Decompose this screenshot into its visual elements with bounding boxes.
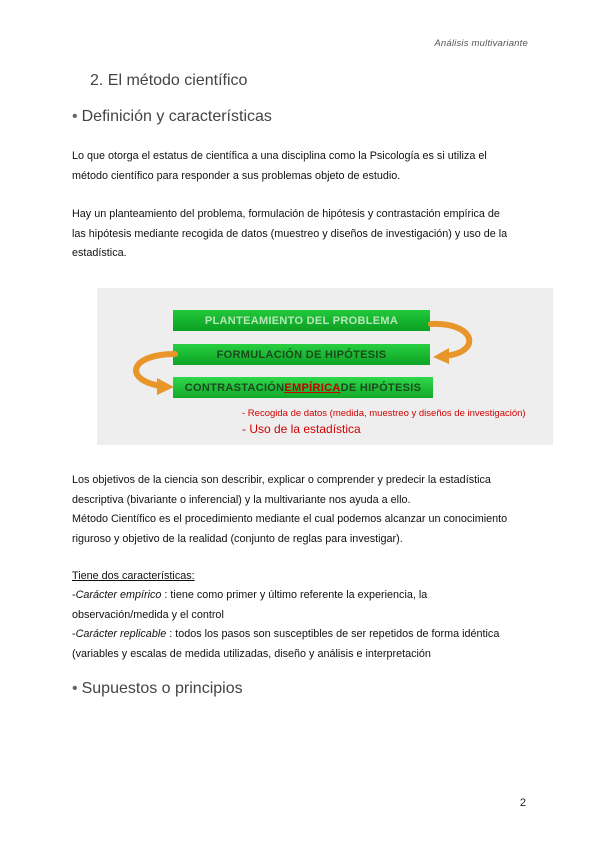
figure-note-data-collection: - Recogida de datos (medida, muestreo y diseños de investigación) [242, 408, 526, 419]
subsection-principles-title: Supuestos o principios [81, 680, 243, 697]
characteristic-line: -Carácter replicable : todos los pasos son susceptibles de ser repetidos de forma idéntica [72, 628, 500, 640]
step-box-contrast-pre: CONTRASTACIÓN [184, 381, 285, 394]
subsection-definition [72, 108, 272, 126]
scientific-method-figure [97, 288, 553, 445]
paragraph-line: método científico para responder a sus problemas objeto de estudio. [72, 169, 401, 182]
characteristics-heading [72, 567, 526, 587]
paragraph-line: descriptiva (bivariante o inferencial) y la multivariante nos ayuda a ello. [72, 493, 411, 506]
bullet-icon: • [72, 108, 78, 125]
step-box-contrast-post: DE HIPÓTESIS [340, 381, 422, 394]
characteristic-replicable [72, 625, 526, 664]
characteristic-line: observación/medida y el control [72, 608, 224, 621]
paragraph-line: estadística. [72, 247, 127, 259]
paragraph-3 [72, 471, 526, 510]
paragraph-line: riguroso y objetivo de la realidad (conjunto de reglas para investigar). [72, 532, 403, 545]
page-number: 2 [519, 797, 526, 809]
curved-arrow-right-icon [427, 318, 487, 368]
step-box-problem: PLANTEAMIENTO DEL PROBLEMA [173, 310, 430, 331]
characteristics-heading-text: Tiene dos características: [72, 570, 195, 582]
curved-arrow-left-icon [121, 350, 179, 396]
characteristic-label: Carácter replicable [75, 628, 167, 640]
paragraph-1 [72, 147, 526, 186]
paragraph-line: las hipótesis mediante recogida de datos (muestreo y diseños de investigación) y uso de la [72, 227, 508, 240]
characteristic-line: -Carácter empírico : tiene como primer y último referente la experiencia, la [72, 589, 428, 601]
step-box-contrast [173, 377, 433, 398]
paragraph-2 [72, 205, 526, 264]
characteristic-label: Carácter empírico [75, 589, 162, 601]
characteristic-text: : todos los pasos son susceptibles de ser repetidos de forma idéntica [166, 628, 500, 640]
section-title: 2. El método científico [90, 72, 248, 89]
paragraph-line: Lo que otorga el estatus de científica a una disciplina como la Psicología es si utiliza el [72, 150, 487, 162]
characteristic-empirical [72, 586, 526, 625]
running-header: Análisis multivariante [434, 38, 528, 49]
paragraph-line: Hay un planteamiento del problema, formulación de hipótesis y contrastación empírica de [72, 208, 500, 220]
subsection-principles [72, 680, 243, 698]
paragraph-line: Los objetivos de la ciencia son describir, explicar o comprender y predecir la estadística [72, 474, 491, 486]
step-box-contrast-emphasis: EMPÍRICA [284, 381, 341, 394]
step-box-hypothesis: FORMULACIÓN DE HIPÓTESIS [173, 344, 430, 365]
paragraph-4 [72, 510, 526, 549]
bullet-icon: • [72, 680, 78, 697]
characteristic-line: (variables y escalas de medida utilizadas, diseño y análisis e interpretación [72, 647, 431, 660]
paragraph-line: Método Científico es el procedimiento mediante el cual podemos alcanzar un conocimiento [72, 513, 508, 525]
subsection-definition-title: Definición y características [81, 108, 272, 125]
figure-note-statistics: - Uso de la estadística [242, 422, 361, 436]
characteristic-text: : tiene como primer y último referente la experiencia, la [161, 589, 428, 601]
